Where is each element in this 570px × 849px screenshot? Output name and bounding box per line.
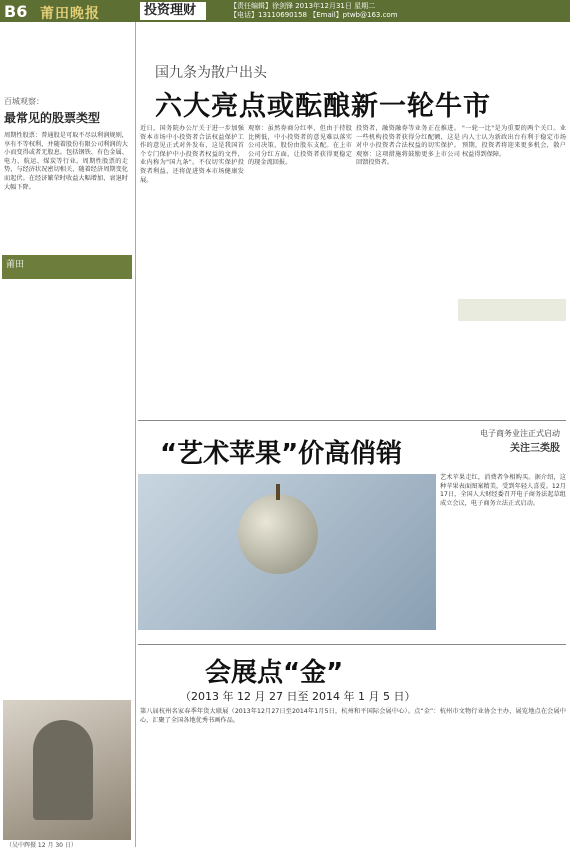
left-box-title: 莆田 — [2, 255, 132, 279]
section-label: 投资理财 — [140, 2, 220, 20]
art-headline: “艺术苹果”价高俏销 — [160, 439, 403, 469]
main-col-2: 观察：虽然券商分红率，但由于持股比例低，中小投资者的意见难以落实公司决策，股份由股东支配。在上市公司分红方面，让投资者获得更稳定的现金流回报。 — [248, 125, 352, 167]
apple-image — [238, 494, 318, 574]
expo-headline: 会展点“金” — [205, 658, 344, 688]
section-divider-2 — [138, 644, 566, 645]
art-apple-photo — [138, 474, 436, 630]
left-body: 周期性股票：普通股是可取不尽以利润规则，享有不等权利，并随着股份有限公司利润的大小而变得或者无股息。包括钢铁、有色金属、电力、航运、煤炭等行业。周期性股票的走势，与经济状况密切相关，随着经济周期变化而起伏。在经济繁荣时收益大幅增加，衰退时大幅下降。 — [4, 132, 128, 191]
column-divider — [135, 22, 136, 847]
apple-stem — [276, 484, 280, 500]
main-col-4: "一轮一比"是为重要的两个关口。业内人士认为新政出台有利于稳定市场预期，投资者将迎来更多机会，散户权益得到保障。 — [462, 125, 566, 158]
side-headline: 电子商务业注正式启动 关注三类股 — [480, 429, 560, 454]
page-number: B6 — [4, 2, 28, 21]
photo-figure — [33, 720, 93, 820]
left-column — [0, 72, 132, 192]
main-col-1: 近日，国务院办公厅关于进一步加强资本市场中小投资者合法权益保护工作的意见正式对外发布，这是我国首个专门保护中小投资者权益的文件，业内称为"国九条"。不仅切实保护投资者利益，还将促进资本市场健康发展。 — [140, 125, 244, 184]
header-bar — [0, 0, 570, 22]
left-kicker: 百城观察： — [4, 97, 44, 106]
expo-body: 第八届杭州名家春季年货大联展（2013年12月27日至2014年1月5日，杭州和平国际会展中心）。点“金”：杭州市文物行业协会主办，展览地点在会展中心，汇聚了全国各地优秀书画作品。 — [140, 708, 566, 724]
main-col-3: 投资者，融资融券等业务正在推进。一些机构投资者获得分红配额，这是对中小投资者合法权益的切实保护。观察：这项措施将鼓励更多上市公司回馈投资者。 — [356, 125, 460, 167]
newspaper-logo: 莆田晚报 — [40, 6, 100, 22]
photo-caption: （吴中辉摄 12 月 30 日） — [6, 842, 77, 849]
art-body: 艺术苹果走红，消费者争相购买。据介绍，这种苹果表面图案精美，受到年轻人喜爱。12月17日，全国人大财经委召开电子商务法起草组成立会议，电子商务立法正式启动。 — [440, 474, 566, 507]
decorative-banner — [458, 299, 566, 321]
main-headline: 六大亮点或酝酿新一轮牛市 — [155, 91, 491, 122]
left-title: 最常见的股票类型 — [4, 111, 101, 125]
expo-subtitle: （2013 年 12 月 27 日至 2014 年 1 月 5 日） — [180, 690, 416, 703]
section-divider — [138, 420, 566, 421]
editor-info: 【责任编辑】徐剑锋 2013年12月31日 星期二 【电话】13110690158 【Email】ptwb@163.com — [230, 2, 398, 19]
bottom-photo — [3, 700, 131, 840]
main-kicker: 国九条为散户出头 — [155, 65, 267, 81]
